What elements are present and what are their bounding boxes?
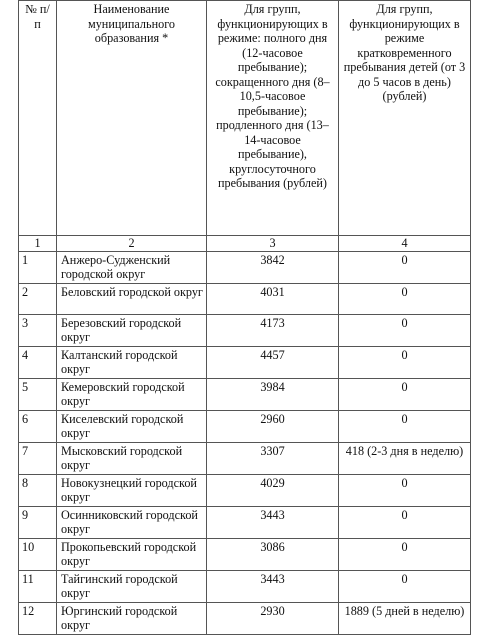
short-stay-fee: 1889 (5 дней в неделю): [339, 602, 471, 634]
full-day-fee: 3443: [207, 506, 339, 538]
header-municipality: Наименование муниципального образования *: [57, 1, 207, 236]
row-number: 3: [19, 314, 57, 346]
table-row: [19, 602, 471, 634]
header-row: [19, 1, 471, 236]
row-number: 12: [19, 602, 57, 634]
short-stay-fee: 0: [339, 378, 471, 410]
row-number: 1: [19, 251, 57, 283]
short-stay-fee: 0: [339, 346, 471, 378]
short-stay-fee: 0: [339, 314, 471, 346]
row-number: 11: [19, 570, 57, 602]
table-row: [19, 410, 471, 442]
table-row: [19, 538, 471, 570]
full-day-fee: 3842: [207, 251, 339, 283]
column-number-1: 1: [19, 236, 57, 252]
row-number: 6: [19, 410, 57, 442]
short-stay-fee: 0: [339, 474, 471, 506]
table-row: [19, 251, 471, 283]
row-number: 5: [19, 378, 57, 410]
column-number-4: 4: [339, 236, 471, 252]
full-day-fee: 4173: [207, 314, 339, 346]
row-number: 7: [19, 442, 57, 474]
full-day-fee: 2930: [207, 602, 339, 634]
fee-table: [18, 0, 471, 635]
municipality-name: Новокузнецкий городской округ: [57, 474, 207, 506]
municipality-name: Юргинский городской округ: [57, 602, 207, 634]
table-row: [19, 283, 471, 314]
municipality-name: Беловский городской округ: [57, 283, 207, 314]
full-day-fee: 4031: [207, 283, 339, 314]
row-number: 10: [19, 538, 57, 570]
short-stay-fee: 0: [339, 570, 471, 602]
municipality-name: Киселевский городской округ: [57, 410, 207, 442]
table-row: [19, 506, 471, 538]
full-day-fee: 4457: [207, 346, 339, 378]
column-number-row: [19, 236, 471, 252]
table-row: [19, 314, 471, 346]
municipality-name: Анжеро-Судженский городской округ: [57, 251, 207, 283]
municipality-name: Мысковский городской округ: [57, 442, 207, 474]
short-stay-fee: 0: [339, 410, 471, 442]
header-full-day-groups: Для групп, функционирующих в режиме: полного дня (12-часовое пребывание); сокращенного дня (8–10,5-часовое пребывание); продленного дня (13–14-часовое пребывание), круглосуточного пребывания (рублей): [207, 1, 339, 236]
full-day-fee: 3307: [207, 442, 339, 474]
short-stay-fee: 0: [339, 538, 471, 570]
full-day-fee: 3443: [207, 570, 339, 602]
short-stay-fee: 0: [339, 251, 471, 283]
row-number: 4: [19, 346, 57, 378]
header-short-stay-groups: Для групп, функционирующих в режиме кратковременного пребывания детей (от 3 до 5 часов в день) (рублей): [339, 1, 471, 236]
header-number: № п/п: [19, 1, 57, 236]
municipality-name: Тайгинский городской округ: [57, 570, 207, 602]
short-stay-fee: 0: [339, 506, 471, 538]
municipality-name: Березовский городской округ: [57, 314, 207, 346]
short-stay-fee: 418 (2-3 дня в неделю): [339, 442, 471, 474]
municipality-name: Осинниковский городской округ: [57, 506, 207, 538]
table-row: [19, 474, 471, 506]
full-day-fee: 2960: [207, 410, 339, 442]
municipality-name: Калтанский городской округ: [57, 346, 207, 378]
municipality-name: Прокопьевский городской округ: [57, 538, 207, 570]
table-row: [19, 378, 471, 410]
row-number: 9: [19, 506, 57, 538]
table-row: [19, 442, 471, 474]
full-day-fee: 3086: [207, 538, 339, 570]
full-day-fee: 3984: [207, 378, 339, 410]
full-day-fee: 4029: [207, 474, 339, 506]
row-number: 2: [19, 283, 57, 314]
table-row: [19, 570, 471, 602]
short-stay-fee: 0: [339, 283, 471, 314]
row-number: 8: [19, 474, 57, 506]
column-number-3: 3: [207, 236, 339, 252]
column-number-2: 2: [57, 236, 207, 252]
municipality-name: Кемеровский городской округ: [57, 378, 207, 410]
table-row: [19, 346, 471, 378]
